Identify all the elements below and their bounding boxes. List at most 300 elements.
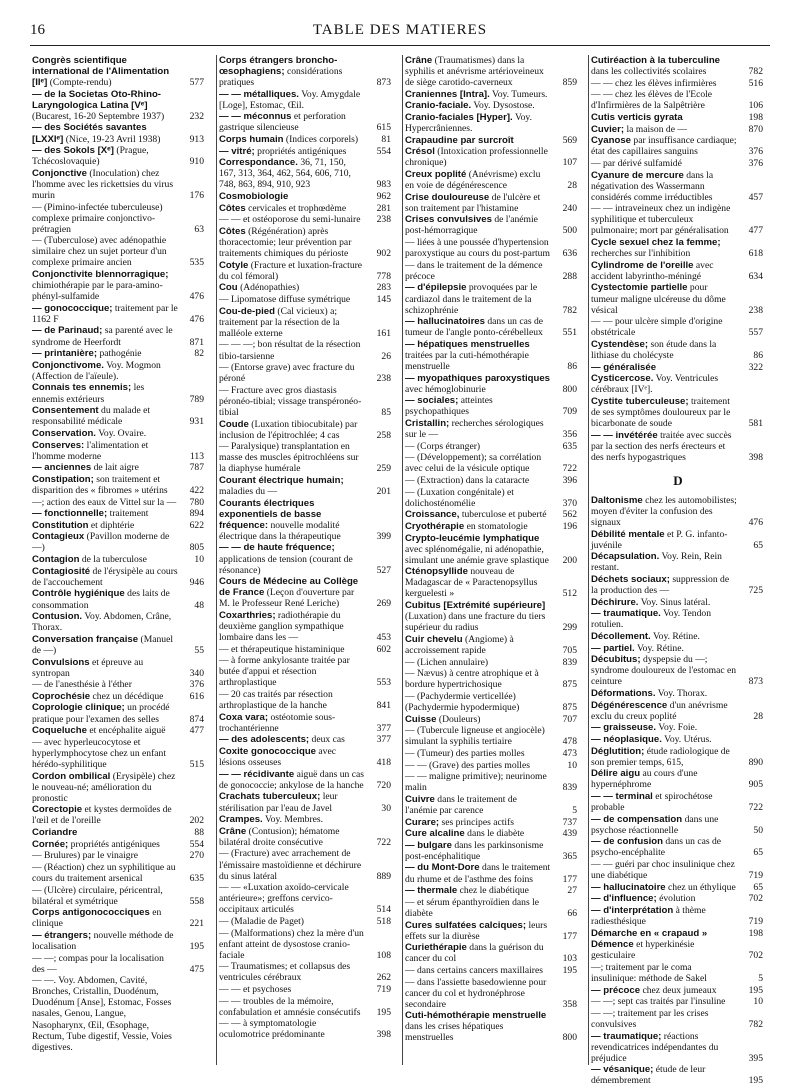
index-entry (403, 395, 581, 417)
entry-keyword: Conjonctivite blennorragique; (32, 269, 169, 281)
entry-description: — (Pimino-infectée tuberculeuse) complexe primaire conjonctivo-prétragien (32, 201, 163, 235)
entry-keyword: Coprochésie (32, 690, 91, 702)
entry-page-number: 789 (189, 393, 204, 405)
entry-keyword: — — de haute fréquence; (219, 542, 335, 554)
entry-description: — —. Voy. Abdomen, Cavité, Bronches, Cristallin, Duodénum, Duodénum [Anse], Estomac, Fosses nasales, Genou, Langue, Nasopharynx, Œil, Œsophage, Rectum, Tube digestif, Vessie, Voies digestives. (32, 975, 172, 1053)
index-entry (30, 168, 208, 201)
index-entry (217, 814, 395, 825)
entry-page-number: 66 (567, 907, 577, 919)
entry-description: — (Corps étranger) (405, 440, 481, 452)
entry-page-number: 518 (376, 915, 391, 927)
index-entry (589, 654, 767, 687)
entry-keyword: Crâne (405, 55, 433, 66)
entry-description: recherches sur l'inhibition (591, 248, 691, 260)
entry-keyword: Cubitus [Extrémité supérieure] (405, 600, 546, 612)
index-entry (589, 928, 767, 939)
index-entry (403, 100, 581, 111)
entry-page-number: 782 (748, 66, 763, 78)
entry-description: ses principes actifs (441, 816, 514, 828)
entry-keyword: — traumatique; (591, 1030, 662, 1042)
index-entry (403, 475, 581, 486)
entry-page-number: 475 (189, 963, 204, 975)
index-entry (217, 55, 395, 88)
index-entry (403, 214, 581, 236)
entry-description: — — chez les élèves infirmières (591, 77, 717, 89)
entry-description: dans la négativation des Wassermann considérés comme irréductibles (591, 169, 714, 203)
index-entry (217, 928, 395, 961)
entry-keyword: Convulsions (32, 656, 90, 668)
index-entry (217, 146, 395, 157)
entry-page-number: 108 (376, 949, 391, 961)
entry-description: Voy. Ventricules cérébraux [IVᵉ]. (591, 373, 719, 396)
index-entry (217, 655, 395, 688)
entry-page-number: 722 (748, 801, 763, 813)
entry-description: applications de tension (courant de résonance) (219, 553, 353, 576)
entry-page-number: 476 (189, 313, 204, 325)
index-entry (217, 191, 395, 202)
entry-keyword: — des Sociétés savantes [LXXIᵉ] (32, 122, 147, 145)
entry-page-number: 839 (562, 782, 577, 794)
entry-page-number: 201 (376, 486, 391, 498)
entry-page-number: 719 (748, 915, 763, 927)
entry-page-number: 107 (562, 157, 577, 169)
index-entry (30, 325, 208, 347)
entry-description: de l'ulcère et son traitement par l'histamine (405, 191, 541, 214)
entry-description: 36, 71, 150, 167, 313, 364, 462, 564, 606, 710, 748, 863, 894, 910, 923 (219, 157, 351, 191)
index-entry (589, 89, 767, 111)
index-entry (589, 688, 767, 699)
index-entry (403, 920, 581, 942)
entry-page-number: 800 (562, 383, 577, 395)
entry-description: — (Extraction) dans la cataracte (405, 475, 530, 487)
entry-page-number: 477 (189, 725, 204, 737)
entry-page-number: 418 (376, 757, 391, 769)
entry-description: suppression de la production des — (591, 573, 730, 596)
index-entry (403, 977, 581, 1010)
index-entry (589, 893, 767, 904)
entry-page-number: 5 (572, 804, 577, 816)
entry-page-number: 476 (748, 516, 763, 528)
entry-description: du malade et responsabilité médicale (32, 405, 151, 428)
entry-keyword: Dégénérescence (591, 699, 668, 711)
entry-description: Voy. Ovaire. (98, 427, 147, 439)
entry-page-number: 145 (376, 294, 391, 306)
index-entry (217, 214, 395, 225)
entry-keyword: Déchets sociaux; (591, 573, 670, 585)
entry-description: (Indices corporels) (285, 134, 359, 146)
entry-page-number: 370 (562, 497, 577, 509)
entry-page-number: 778 (376, 270, 391, 282)
entry-page-number: 551 (562, 327, 577, 339)
index-entry (403, 828, 581, 839)
entry-keyword: Daltonisme (591, 494, 643, 506)
entry-description: (Cal vicieux) a; traitement par la résection de la malléole externe (219, 305, 340, 339)
entry-description: ostéotomie sous-trochantérienne (219, 711, 336, 734)
entry-description: dans les parkinsonisme post-encéphalitique (405, 839, 544, 862)
index-columns (30, 55, 775, 1086)
entry-keyword: Correspondance. (219, 157, 298, 169)
index-entry (403, 748, 581, 759)
entry-page-number: 473 (562, 747, 577, 759)
entry-page-number: 195 (748, 1075, 763, 1086)
entry-keyword: — des Sokols [Xᵉ] (32, 145, 114, 157)
entry-page-number: 719 (748, 870, 763, 882)
entry-keyword: Crâne (219, 825, 247, 837)
entry-description: — (Malformations) chez la mère d'un enfant atteint de dysostose cranio-faciale (219, 927, 364, 961)
entry-page-number: 725 (748, 584, 763, 596)
entry-description: réactions revendicatrices indépendantes du préjudice (591, 1030, 719, 1064)
entry-description: — — chez les élèves de l'Ecole d'Infirmières de la Salpêtrière (591, 89, 713, 112)
entry-keyword: Coqueluche (32, 725, 87, 737)
index-entry (217, 226, 395, 259)
entry-keyword: — — métalliques. (219, 88, 299, 100)
entry-page-number: 805 (189, 542, 204, 554)
index-entry (217, 306, 395, 339)
entry-keyword: Connais tes ennemis; (32, 382, 132, 394)
entry-keyword: — — invétérée (591, 429, 658, 441)
entry-description: nouvelle modalité électrique dans la thérapeutique (219, 519, 341, 542)
entry-description: cervicales et trophœdème (248, 202, 347, 214)
entry-page-number: 722 (562, 463, 577, 475)
entry-keyword: Décapsulation. (591, 551, 660, 563)
entry-keyword: Cures sulfatées calciques; (405, 919, 527, 931)
entry-page-number: 962 (376, 191, 391, 203)
entry-description: Voy. Utérus. (664, 733, 712, 745)
entry-description: — (Tumeur) des parties molles (405, 747, 525, 759)
entry-page-number: 358 (562, 998, 577, 1010)
entry-keyword: — thermale (405, 885, 458, 897)
entry-keyword: Contusion. (32, 611, 83, 623)
entry-keyword: — néoplasique. (591, 733, 662, 745)
index-entry (589, 170, 767, 203)
index-entry (30, 771, 208, 804)
entry-description: — — pour ulcère simple d'origine obstétricale (591, 316, 723, 339)
index-entry (30, 508, 208, 519)
entry-keyword: — fonctionnelle; (32, 508, 108, 520)
index-entry (589, 55, 767, 77)
entry-page-number: 439 (562, 828, 577, 840)
entry-keyword: Déchirure. (591, 596, 639, 608)
entry-keyword: Cyanure de mercure (591, 169, 684, 181)
index-entry (217, 769, 395, 791)
index-entry (403, 146, 581, 168)
entry-description: — —; sept cas traités par l'insuline (591, 996, 726, 1008)
entry-page-number: 873 (376, 77, 391, 89)
index-entry (403, 89, 581, 100)
entry-description: et kystes dermoïdes de l'œil et de l'oreille (32, 804, 172, 827)
entry-page-number: 288 (562, 270, 577, 282)
entry-page-number: 200 (562, 554, 577, 566)
index-entry (403, 521, 581, 532)
index-entry (403, 566, 581, 599)
index-entry (589, 373, 767, 395)
index-entry (30, 269, 208, 302)
index-entry (589, 316, 767, 338)
entry-description: — — et psychoses (219, 984, 292, 995)
entry-description: par insuffisance cardiaque; état des capillaires sanguins (591, 135, 737, 158)
entry-keyword: Crises convulsives (405, 214, 492, 226)
entry-description: dans le diabète (467, 828, 525, 840)
entry-page-number: 113 (189, 450, 204, 462)
entry-keyword: Cutiréaction à la tuberculine (591, 55, 721, 66)
entry-page-number: 65 (753, 539, 763, 551)
entry-description: et diphtérie (90, 519, 135, 531)
entry-page-number: 322 (748, 361, 763, 373)
index-entry (403, 509, 581, 520)
entry-page-number: 476 (189, 291, 204, 303)
entry-page-number: 516 (748, 77, 763, 89)
entry-keyword: — — récidivante (219, 768, 295, 780)
index-entry (589, 260, 767, 282)
index-entry (217, 734, 395, 745)
index-entry (30, 428, 208, 439)
entry-page-number: 27 (567, 885, 577, 897)
index-entry (30, 497, 208, 508)
index-entry (217, 791, 395, 813)
entry-description: avec hémoglobinurie (405, 383, 486, 395)
index-entry (30, 702, 208, 724)
entry-description: dans le traitement du rhume et de l'asthme des foins (405, 862, 551, 885)
index-entry (403, 600, 581, 633)
entry-description: dans une psychose réactionnelle (591, 813, 719, 836)
index-entry (30, 202, 208, 235)
index-entry (217, 746, 395, 768)
entry-keyword: Cou (219, 282, 238, 294)
entry-page-number: 782 (562, 304, 577, 316)
entry-keyword: — des adolescents; (219, 734, 310, 746)
entry-page-number: 5 (758, 973, 763, 984)
index-entry (30, 360, 208, 382)
entry-description: (Bucarest, 16-20 Septembre 1937) (32, 110, 165, 122)
entry-page-number: 871 (189, 336, 204, 348)
entry-page-number: 86 (567, 360, 577, 372)
index-entry (589, 362, 767, 373)
entry-page-number: 238 (748, 304, 763, 316)
index-entry (589, 722, 767, 733)
entry-keyword: Courants électriques exponentiels de basse fréquence: (219, 497, 322, 531)
index-entry (217, 689, 395, 711)
entry-keyword: Coxite gonococcique (219, 746, 317, 758)
index-entry (217, 882, 395, 915)
entry-description: chimiothérapie par le para-amino-phényl-sulfamide (32, 280, 163, 303)
entry-keyword: Contrôle hygiénique (32, 588, 125, 600)
entry-keyword: — d'influence; (591, 893, 657, 905)
entry-page-number: 622 (189, 519, 204, 531)
entry-keyword: Cylindrome de l'oreille (591, 259, 694, 271)
entry-description: et P. G. infanto-juvénile (591, 528, 728, 551)
entry-page-number: 365 (562, 850, 577, 862)
index-entry (217, 419, 395, 441)
index-entry (403, 418, 581, 440)
entry-description: au cours d'une hypernéphrome (591, 768, 698, 791)
entry-description: de l'érysipèle au cours de l'accouchement (32, 565, 178, 588)
index-entry (30, 235, 208, 268)
entry-description: évolution (659, 893, 696, 905)
entry-page-number: 81 (381, 134, 391, 146)
entry-page-number: 177 (562, 930, 577, 942)
entry-description: avec accident labyrintho-méningé (591, 259, 714, 282)
entry-keyword: — généralisée (591, 361, 657, 373)
entry-page-number: 782 (748, 1018, 763, 1030)
entry-keyword: Crypto-leucémie lymphatique (405, 532, 540, 544)
entry-keyword: Cristallin; (405, 418, 450, 429)
entry-keyword: Curiethérapie (405, 942, 467, 954)
entry-page-number: 376 (748, 157, 763, 169)
index-column-4 (588, 55, 767, 1086)
index-entry (30, 145, 208, 167)
entry-description: — —; compas pour la localisation des — (32, 952, 164, 975)
page-number: 16 (30, 22, 45, 38)
index-entry (30, 862, 208, 884)
entry-page-number: 195 (562, 964, 577, 976)
entry-description: Voy. Membres. (264, 814, 324, 826)
entry-keyword: — hépatiques menstruelles (405, 338, 530, 350)
entry-keyword: Cyanose (591, 135, 631, 147)
entry-keyword: Cornée; (32, 838, 69, 850)
entry-description: — Nævus) à centre atrophique et à bordure hypertrichosique (405, 668, 539, 691)
entry-page-number: 356 (562, 429, 577, 441)
entry-description: — (Maladie de Paget) (219, 915, 304, 927)
entry-description: dans un cas de tumeur de l'angle ponto-cérébelleux (405, 316, 544, 339)
entry-keyword: Craniennes [Intra]. (405, 88, 490, 100)
index-column-1 (30, 55, 208, 1065)
index-entry (217, 89, 395, 111)
index-entry (403, 316, 581, 338)
entry-description: (Pavillon moderne de —) (32, 531, 170, 554)
index-entry (217, 385, 395, 418)
index-entry (30, 657, 208, 679)
entry-description: maladies du — (219, 486, 278, 498)
entry-description: atteintes psychopathiques (405, 395, 493, 418)
index-entry (589, 882, 767, 893)
entry-page-number: 913 (189, 133, 204, 145)
index-entry (30, 611, 208, 633)
entry-description: — — à symptomatologie oculomotrice prédominante (219, 1018, 325, 1041)
entry-description: propriétés antigéniques (70, 838, 160, 850)
entry-keyword: Courant électrique humain; (219, 475, 344, 487)
index-entry (217, 576, 395, 609)
entry-description: (Erysipèle) chez le nouveau-né; amélioration du pronostic (32, 770, 176, 804)
entry-description: radiothérapie du deuxième ganglion sympathique lombaire dans les — (219, 609, 344, 644)
index-entry (403, 237, 581, 259)
index-entry (403, 885, 581, 896)
entry-keyword: Cranio-faciale. (405, 100, 472, 112)
entry-description: — (Développement); sa corrélation avec celui de la vésicule optique (405, 452, 542, 475)
entry-keyword: Constitution (32, 519, 89, 531)
entry-description: traitée avec succès par la section des nerfs érecteurs et des nerfs hypogastriques (591, 429, 732, 463)
entry-keyword: — d'interprétation (591, 904, 674, 916)
entry-description: —; action des eaux de Vittel sur la — (32, 496, 177, 508)
entry-keyword: Cuisse (405, 713, 437, 725)
entry-keyword: Cours de Médecine au Collège de France (219, 576, 359, 599)
entry-keyword: Cranio-faciales [Hyper]. (405, 112, 513, 124)
page-header (30, 22, 770, 42)
entry-keyword: Contagion (32, 554, 80, 566)
entry-keyword: Congrès scientifique international de l'Alimentation [IIᵉ] (32, 55, 170, 89)
entry-page-number: 709 (562, 406, 577, 418)
entry-description: — —; traitement par les crises convulsives (591, 1007, 709, 1030)
index-entry (30, 930, 208, 952)
entry-page-number: 839 (562, 656, 577, 668)
entry-page-number: 176 (189, 189, 204, 201)
index-entry (589, 551, 767, 573)
entry-page-number: 554 (189, 838, 204, 850)
entry-description: — Paralysique) transplantation en masse des muscles épitrochléens sur la diaphyse humérale (219, 441, 359, 475)
entry-page-number: 615 (376, 122, 391, 134)
index-entry (403, 1010, 581, 1043)
entry-page-number: 232 (189, 110, 204, 122)
index-entry (30, 679, 208, 690)
entry-page-number: 616 (189, 690, 204, 702)
entry-description: — — troubles de la mémoire, confabulation et amnésie consécutifs (219, 995, 361, 1018)
entry-keyword: — sociales; (405, 395, 459, 407)
entry-page-number: 395 (748, 1052, 763, 1064)
entry-page-number: 283 (376, 282, 391, 294)
index-entry (30, 303, 208, 325)
entry-description: — (Luxation congénitale) et dolichosténomélie (405, 486, 514, 509)
entry-description: — dans certains cancers maxillaires (405, 964, 543, 976)
entry-keyword: Crapaudine par surcroît (405, 134, 514, 146)
entry-description: recherches sérologiques sur le — (405, 418, 544, 441)
index-entry (30, 725, 208, 736)
entry-page-number: 196 (562, 520, 577, 532)
entry-keyword: Conserves: (32, 439, 85, 451)
entry-page-number: 376 (189, 679, 204, 691)
entry-page-number: 478 (562, 736, 577, 748)
entry-page-number: 55 (194, 644, 204, 656)
entry-page-number: 634 (748, 270, 763, 282)
entry-description: (Traumatismes) dans la syphilis et anévrisme artérioveineux de siège carotido-caverneux (405, 55, 544, 89)
entry-page-number: 737 (562, 816, 577, 828)
entry-page-number: 618 (748, 248, 763, 260)
entry-page-number: 905 (748, 779, 763, 791)
entry-description: traitement (109, 508, 149, 520)
index-entry (403, 771, 581, 793)
index-entry (589, 996, 767, 1007)
entry-keyword: Corectopie (32, 804, 83, 816)
entry-keyword: Cysticercose. (591, 373, 654, 385)
index-entry (589, 529, 767, 551)
entry-page-number: 875 (562, 679, 577, 691)
entry-description: dans les collectivités scolaires (591, 66, 707, 78)
index-entry (217, 111, 395, 133)
index-entry (589, 396, 767, 429)
index-entry (589, 158, 767, 169)
entry-description: et perforation gastrique silencieuse (219, 111, 346, 134)
entry-description: — (Fracture) avec arrachement de l'émissaire mastoïdienne et déchirure du sinus latéral (219, 848, 362, 882)
index-entry (589, 939, 767, 961)
entry-keyword: — de Parinaud; (32, 325, 103, 337)
index-entry (403, 441, 581, 452)
entry-keyword: — gonococcique; (32, 302, 113, 314)
entry-page-number: 581 (748, 418, 763, 429)
entry-page-number: 88 (194, 826, 204, 838)
index-entry (217, 203, 395, 214)
index-entry (217, 961, 395, 983)
index-entry (30, 554, 208, 565)
entry-page-number: 106 (748, 100, 763, 112)
entry-description: en clinique (32, 907, 162, 930)
entry-description: — (Pachydermie verticellée) (Pachydermie hypodermique) (405, 690, 520, 713)
entry-keyword: Délire aigu (591, 768, 641, 780)
entry-page-number: 636 (562, 248, 577, 260)
entry-description: — dans l'assiette basedowienne pour cancer du col et hydronéphrose secondaire (405, 976, 547, 1010)
index-entry (403, 840, 581, 862)
entry-keyword: Crachats tuberculeux; (219, 791, 321, 803)
index-entry (217, 498, 395, 542)
index-entry (403, 657, 581, 668)
index-entry (30, 839, 208, 850)
